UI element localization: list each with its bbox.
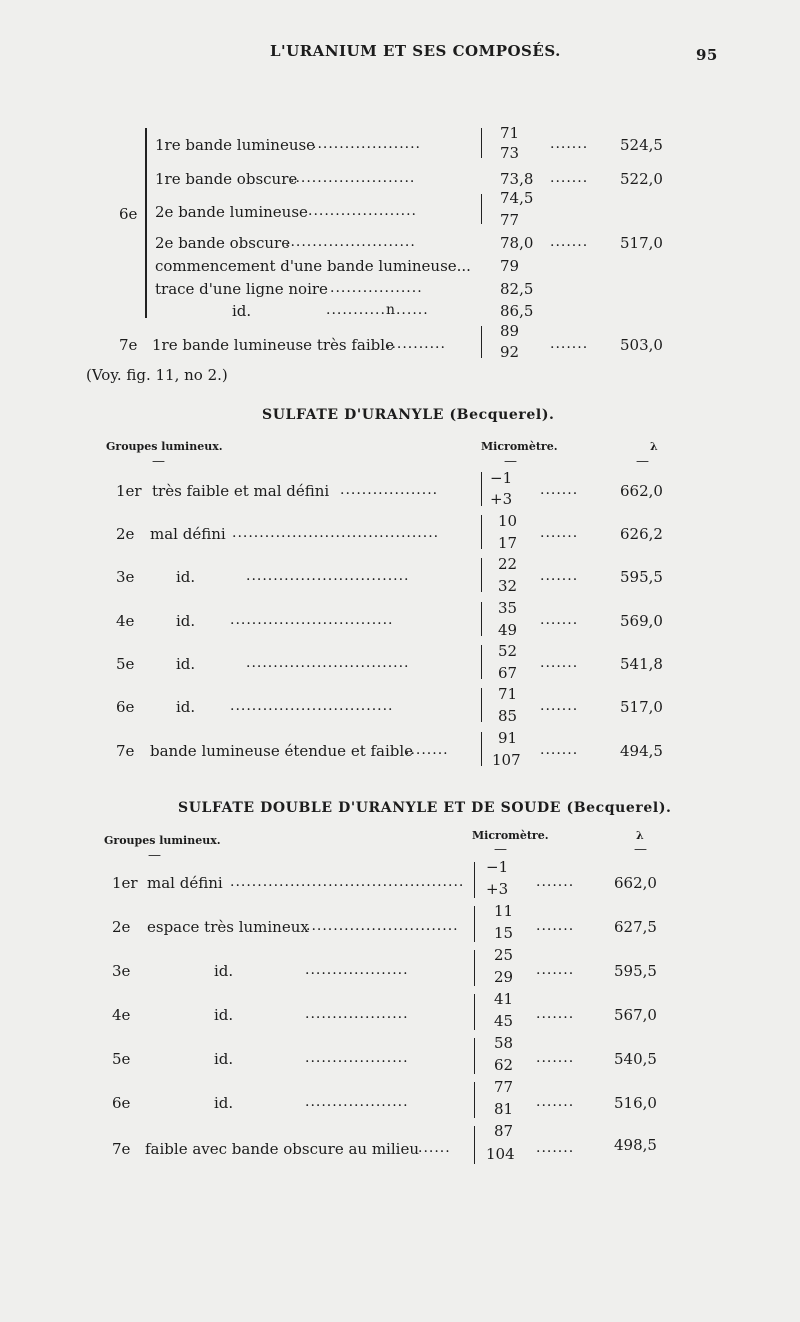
dot-leader: ........: [405, 742, 449, 758]
row-description: mal défini: [150, 525, 226, 543]
micro-brace: [481, 645, 488, 679]
dot-leader: ..............................: [230, 698, 394, 714]
micrometer-start: 11: [494, 902, 514, 920]
wavelength-value: 595,5: [614, 962, 657, 980]
group-number: 4e: [116, 612, 135, 630]
group-number: 5e: [112, 1050, 131, 1068]
row-description: 1re bande lumineuse: [155, 136, 316, 154]
group-number: 3e: [116, 568, 135, 586]
micrometer-end: 92: [500, 343, 520, 361]
micro-brace: [481, 732, 488, 766]
micrometer-end: 32: [498, 577, 518, 595]
dot-leader: .......: [536, 1140, 575, 1156]
section-1-title: SULFATE D'URANYLE (Becquerel).: [262, 407, 555, 423]
column-dash: —: [634, 842, 647, 857]
row-description: id.: [176, 568, 196, 586]
group-number: 1er: [112, 874, 138, 892]
figure-note: (Voy. fig. 11, no 2.): [86, 366, 228, 384]
wavelength-value: 517,0: [620, 698, 663, 716]
column-header-lambda: λ: [650, 440, 658, 453]
micrometer-end: 15: [494, 924, 514, 942]
micrometer-start: −1: [486, 858, 509, 876]
micrometer-start: 25: [494, 946, 514, 964]
micrometer-end: 67: [498, 664, 518, 682]
column-dash: —: [504, 454, 517, 469]
row-description: 2e bande lumineuse: [155, 203, 308, 221]
column-dash: —: [636, 454, 649, 469]
micro-brace: [474, 1082, 481, 1118]
dot-leader: ...................: [305, 1094, 409, 1110]
micrometer-start: 77: [494, 1078, 514, 1096]
micrometer-end: 62: [494, 1056, 514, 1074]
group-number: 4e: [112, 1006, 131, 1024]
micrometer-end: 107: [492, 751, 521, 769]
micro-brace: [481, 688, 488, 722]
dot-leader: ....................: [308, 203, 418, 219]
dot-leader: .......: [540, 612, 579, 628]
column-dash: —: [494, 842, 507, 857]
dot-leader: .......: [550, 136, 589, 152]
row-description: id.: [176, 655, 196, 673]
micrometer-start: 74,5: [500, 189, 534, 207]
micrometer-value: 79: [500, 257, 520, 275]
column-dash: —: [148, 848, 161, 863]
wavelength-value: 627,5: [614, 918, 657, 936]
micrometer-end: 45: [494, 1012, 514, 1030]
wavelength-value: 498,5: [614, 1136, 657, 1154]
row-description: faible avec bande obscure au milieu: [145, 1140, 419, 1158]
row-description: id.: [232, 302, 252, 320]
micrometer-start: 58: [494, 1034, 514, 1052]
micrometer-start: 22: [498, 555, 518, 573]
row-description: 1re bande lumineuse très faible: [152, 336, 394, 354]
micrometer-end: 17: [498, 534, 518, 552]
micro-brace: [474, 950, 481, 986]
group-number: 2e: [116, 525, 135, 543]
dot-leader: ......................................: [232, 525, 440, 541]
row-description: id.: [214, 1006, 234, 1024]
micrometer-value: 73,8: [500, 170, 534, 188]
dot-leader: .......: [536, 1050, 575, 1066]
dot-leader: ..............................: [246, 568, 410, 584]
dot-leader: ......: [418, 1140, 451, 1156]
group-number: 6e: [112, 1094, 131, 1112]
dot-leader: ...........: [386, 336, 446, 352]
micrometer-start: 89: [500, 322, 520, 340]
dot-leader: .......: [536, 918, 575, 934]
wavelength-value: 567,0: [614, 1006, 657, 1024]
dot-leader: ............................: [306, 918, 459, 934]
group-6-label: 6e: [119, 205, 138, 223]
micro-brace: [481, 128, 488, 158]
micrometer-start: 71: [500, 124, 520, 142]
dot-leader: ...................: [305, 1006, 409, 1022]
dot-leader: ...........................................: [230, 874, 465, 890]
group-number: 7e: [116, 742, 135, 760]
dot-leader: .......: [550, 234, 589, 250]
micrometer-value: 78,0: [500, 234, 534, 252]
row-description: 1re bande obscure: [155, 170, 298, 188]
column-header-micrometer: Micromètre.: [472, 829, 549, 842]
micrometer-start: 52: [498, 642, 518, 660]
row-description: id.: [214, 962, 234, 980]
dot-leader: ..............................: [246, 655, 410, 671]
micrometer-end: 73: [500, 144, 520, 162]
micrometer-start: 10: [498, 512, 518, 530]
micrometer-start: 41: [494, 990, 514, 1008]
micrometer-end: 29: [494, 968, 514, 986]
group-number: 6e: [116, 698, 135, 716]
dot-leader: ..............................: [230, 612, 394, 628]
row-description: id.: [176, 698, 196, 716]
dot-leader: ...........n......: [326, 302, 429, 318]
dot-leader: ...................: [305, 1050, 409, 1066]
micro-brace: [481, 602, 488, 636]
group-number: 2e: [112, 918, 131, 936]
row-description: commencement d'une bande lumineuse...: [155, 257, 471, 275]
micro-brace: [474, 994, 481, 1030]
micrometer-value: 82,5: [500, 280, 534, 298]
micrometer-end: +3: [486, 880, 509, 898]
dot-leader: .......: [540, 742, 579, 758]
row-description: mal défini: [147, 874, 223, 892]
row-description: id.: [176, 612, 196, 630]
wavelength-value: 516,0: [614, 1094, 657, 1112]
dot-leader: .......: [536, 962, 575, 978]
dot-leader: .......: [536, 874, 575, 890]
column-dash: —: [152, 454, 165, 469]
dot-leader: .......: [536, 1094, 575, 1110]
group-number: 3e: [112, 962, 131, 980]
dot-leader: .......: [550, 170, 589, 186]
wavelength-value: 522,0: [620, 170, 663, 188]
wavelength-value: 494,5: [620, 742, 663, 760]
dot-leader: ..................: [340, 482, 439, 498]
micro-brace: [474, 1038, 481, 1074]
page-number: 95: [696, 46, 718, 64]
dot-leader: ........................: [285, 234, 416, 250]
running-title: L'URANIUM ET SES COMPOSÉS.: [270, 42, 561, 60]
micrometer-end: +3: [490, 490, 513, 508]
row-description: trace d'une ligne noire: [155, 280, 328, 298]
micro-brace: [481, 194, 488, 224]
micrometer-start: 91: [498, 729, 518, 747]
wavelength-value: 626,2: [620, 525, 663, 543]
group-number: 5e: [116, 655, 135, 673]
column-header-groups: Groupes lumineux.: [104, 834, 221, 847]
row-description: 2e bande obscure: [155, 234, 291, 252]
group-7-label: 7e: [119, 336, 138, 354]
wavelength-value: 662,0: [614, 874, 657, 892]
micrometer-start: −1: [490, 469, 513, 487]
group-number: 7e: [112, 1140, 131, 1158]
row-description: id.: [214, 1050, 234, 1068]
column-header-micrometer: Micromètre.: [481, 440, 558, 453]
micrometer-start: 35: [498, 599, 518, 617]
row-description: bande lumineuse étendue et faible: [150, 742, 414, 760]
dot-leader: .......: [540, 655, 579, 671]
column-header-lambda: λ: [636, 829, 644, 842]
section-2-title: SULFATE DOUBLE D'URANYLE ET DE SOUDE (Becquerel).: [178, 800, 672, 816]
micro-brace: [481, 472, 488, 506]
micro-brace: [481, 558, 488, 592]
dot-leader: .......: [550, 336, 589, 352]
wavelength-value: 569,0: [620, 612, 663, 630]
micro-brace: [474, 906, 481, 942]
dot-leader: .......: [536, 1006, 575, 1022]
row-description: espace très lumineux: [147, 918, 309, 936]
wavelength-value: 517,0: [620, 234, 663, 252]
wavelength-value: 540,5: [614, 1050, 657, 1068]
micro-brace: [481, 515, 488, 549]
dot-leader: .......: [540, 568, 579, 584]
dot-leader: .......: [540, 525, 579, 541]
wavelength-value: 595,5: [620, 568, 663, 586]
micrometer-end: 49: [498, 621, 518, 639]
wavelength-value: 524,5: [620, 136, 663, 154]
row-description: id.: [214, 1094, 234, 1112]
micrometer-start: 87: [494, 1122, 514, 1140]
dot-leader: .................: [330, 280, 423, 296]
dot-leader: ....................: [312, 136, 422, 152]
micrometer-end: 77: [500, 211, 520, 229]
micro-brace: [481, 326, 488, 358]
wavelength-value: 662,0: [620, 482, 663, 500]
wavelength-value: 541,8: [620, 655, 663, 673]
micrometer-start: 71: [498, 685, 518, 703]
micrometer-end: 104: [486, 1145, 515, 1163]
group-number: 1er: [116, 482, 142, 500]
wavelength-value: 503,0: [620, 336, 663, 354]
micrometer-end: 81: [494, 1100, 514, 1118]
group-6-brace: [145, 128, 147, 318]
row-description: très faible et mal défini: [152, 482, 330, 500]
column-header-groups: Groupes lumineux.: [106, 440, 223, 453]
dot-leader: .......................: [290, 170, 416, 186]
micro-brace: [474, 862, 481, 898]
micrometer-end: 85: [498, 707, 518, 725]
dot-leader: .......: [540, 698, 579, 714]
dot-leader: .......: [540, 482, 579, 498]
dot-leader: ...................: [305, 962, 409, 978]
micrometer-value: 86,5: [500, 302, 534, 320]
micro-brace: [474, 1126, 481, 1164]
